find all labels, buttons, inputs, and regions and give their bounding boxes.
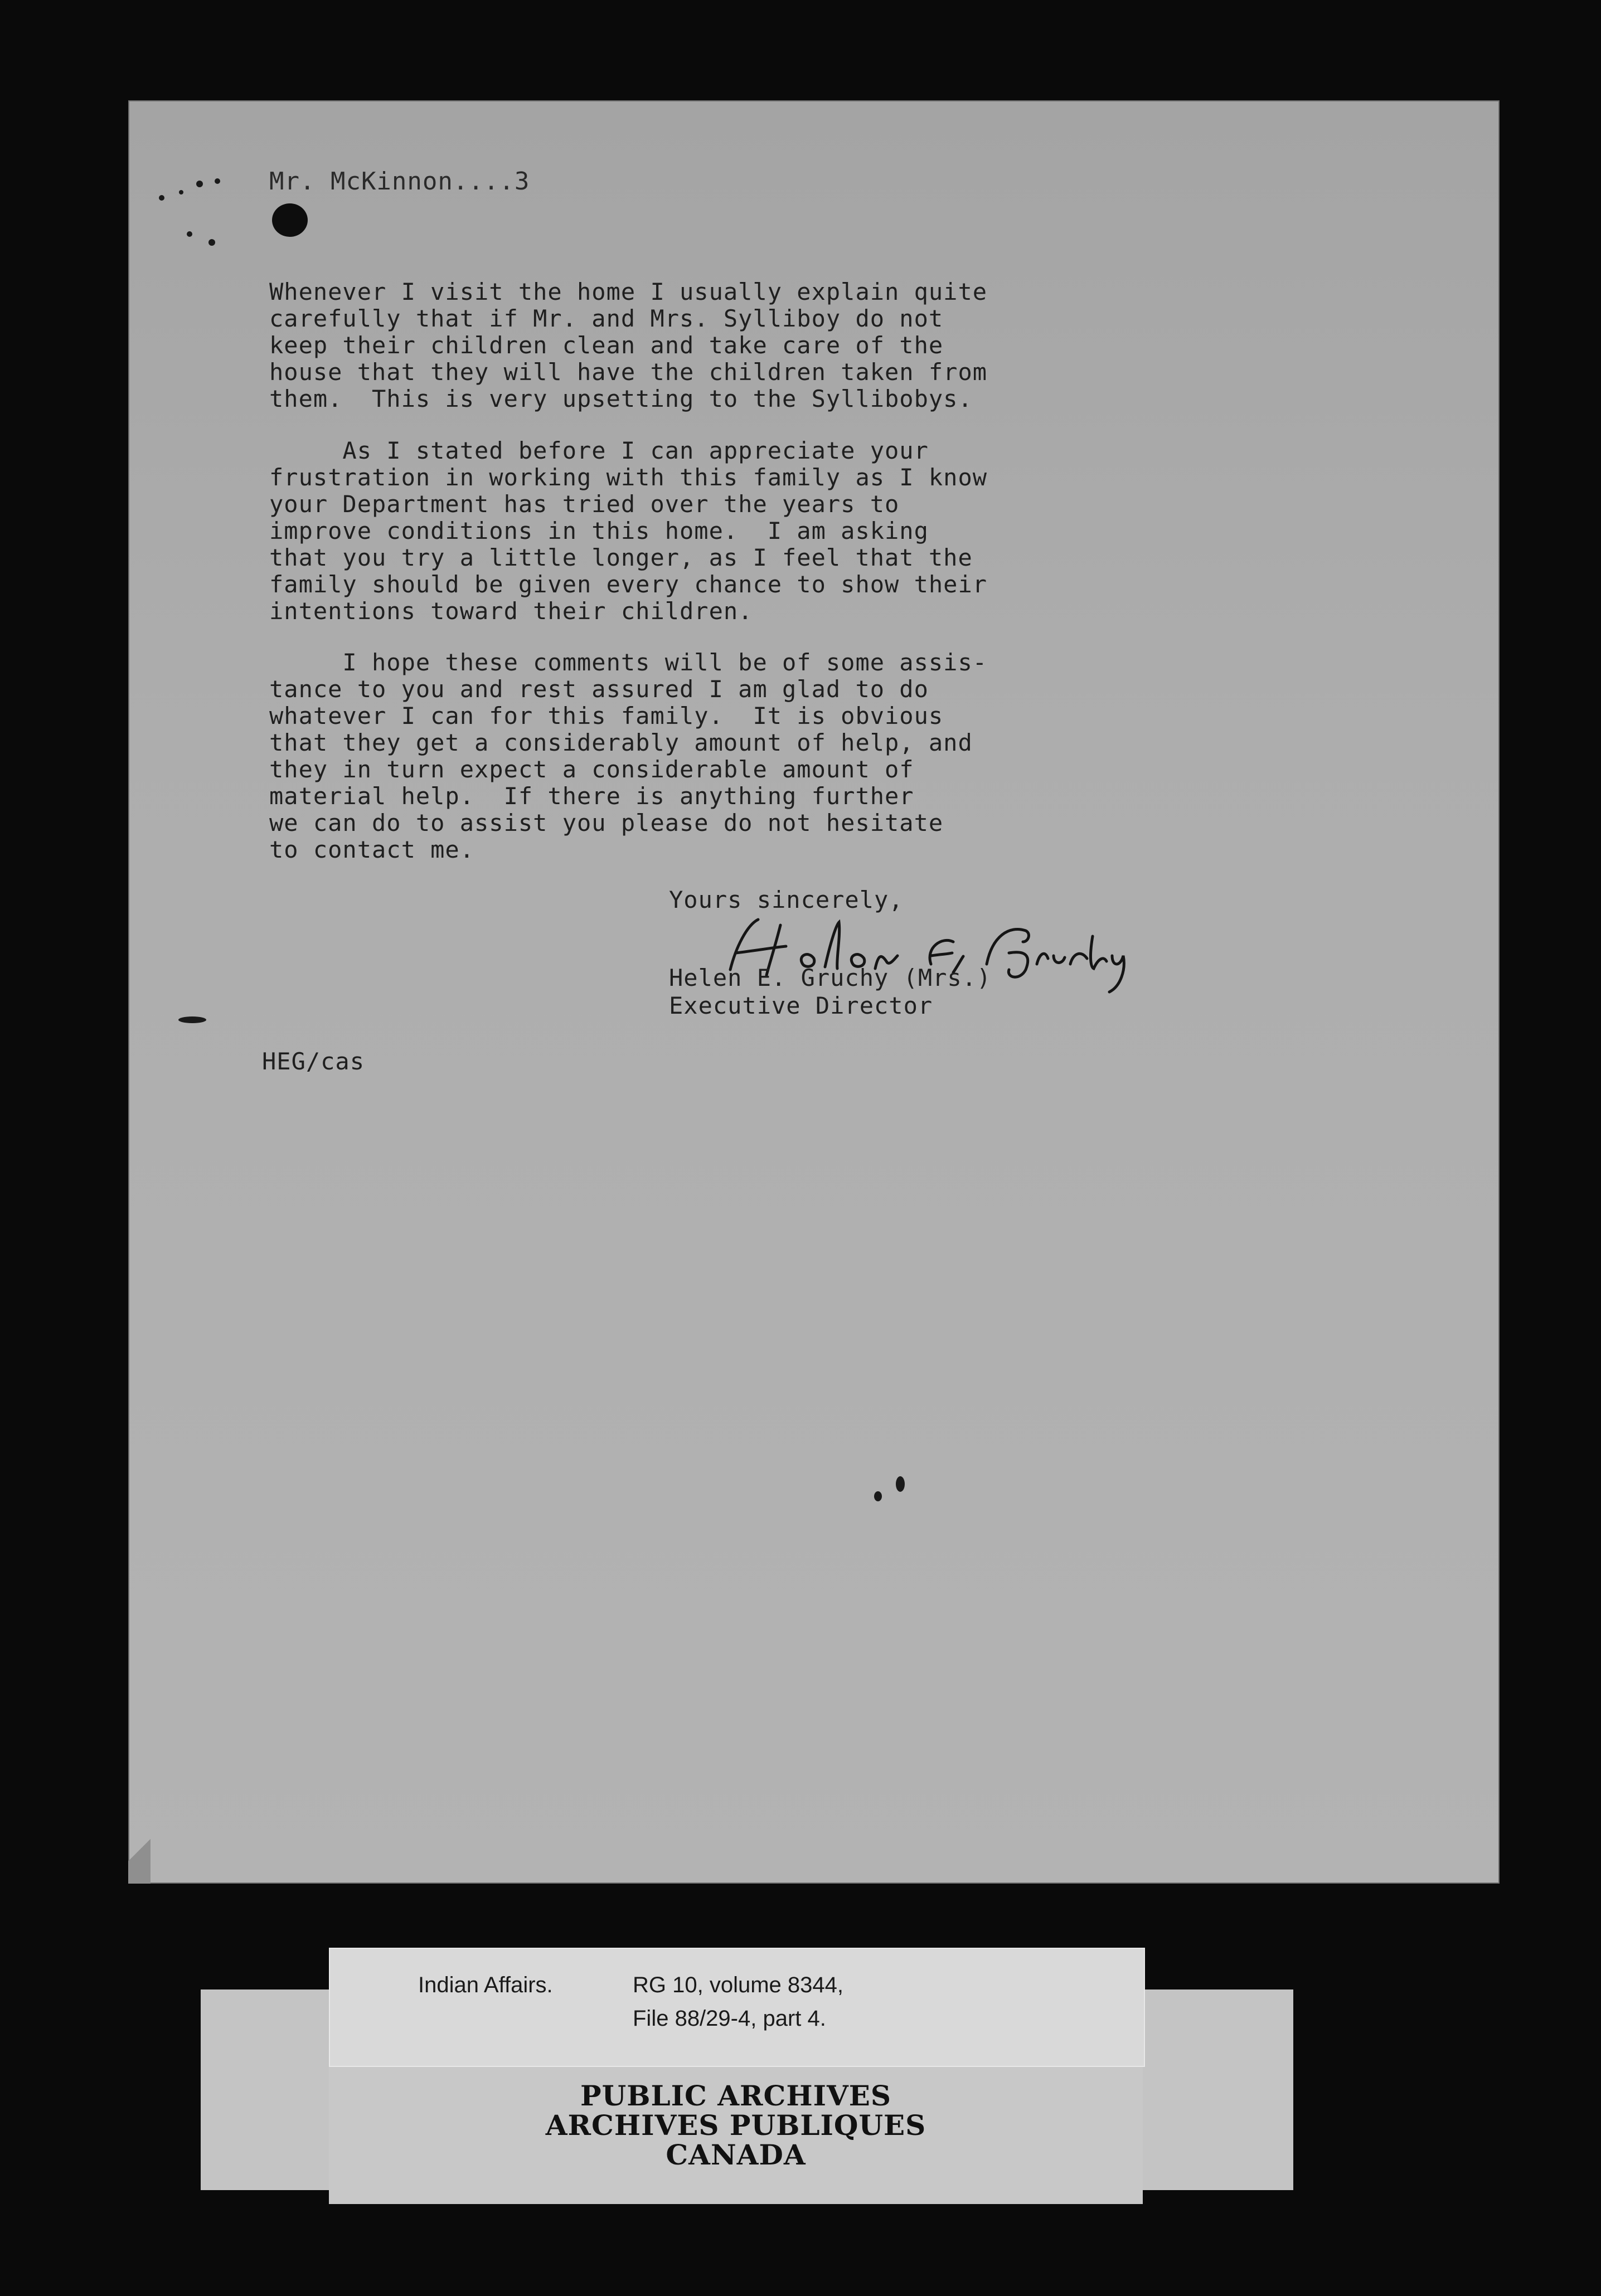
letter-paragraph-2: As I stated before I can appreciate your frustration in working with this family as I know your Department has tried over the years to improve conditions in this home. I am asking that you try a little longer, as I feel that the family should be given every chance to show their intentions toward their children. bbox=[269, 437, 988, 625]
archive-name-fr: ARCHIVES PUBLIQUES bbox=[545, 2109, 926, 2142]
signer-name: Helen E. Gruchy (Mrs.) bbox=[669, 964, 992, 991]
archive-file-ref: File 88/29-4, part 4. bbox=[633, 2006, 826, 2031]
page-header: Mr. McKinnon....3 bbox=[269, 167, 530, 196]
reference-initials: HEG/cas bbox=[262, 1048, 365, 1075]
closing-salutation: Yours sincerely, bbox=[669, 886, 904, 913]
archive-collection: Indian Affairs. bbox=[418, 1973, 553, 1997]
archive-record-group: RG 10, volume 8344, bbox=[633, 1973, 843, 1997]
archive-name-en: PUBLIC ARCHIVES bbox=[580, 2079, 891, 2112]
archive-country: CANADA bbox=[666, 2138, 806, 2171]
letter-paragraph-1: Whenever I visit the home I usually explain quite carefully that if Mr. and Mrs. Sylliboy do not keep their children clean and take care of the house that they will have the children taken from them. This is very upsetting to the Syllibobys. bbox=[269, 278, 988, 412]
letter-paragraph-3: I hope these comments will be of some assis- tance to you and rest assured I am glad to do whatever I can for this family. It is obvious that they get a considerably amount of help, and they in turn expect a considerable amount of material help. If there is anything further we can do to assist you please do not hesitate to contact me. bbox=[269, 649, 988, 863]
signer-title: Executive Director bbox=[669, 992, 933, 1019]
page-fold bbox=[128, 1817, 151, 1884]
